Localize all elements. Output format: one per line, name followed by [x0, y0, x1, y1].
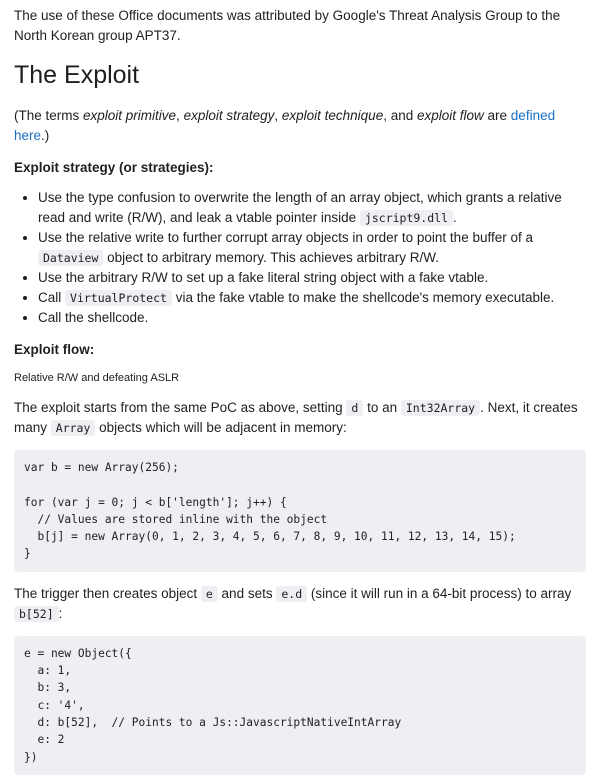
code-line: e = new Object({	[24, 646, 132, 660]
list-item	[38, 288, 586, 308]
inline-code: Dataview	[38, 250, 103, 266]
code-line: }	[24, 547, 31, 561]
list-item-text: Use the relative write to further corrupt array objects in order to point the buffer of a	[38, 230, 533, 245]
list-item	[38, 308, 586, 328]
code-line: d: b[52], // Points to a Js::JavascriptNativeIntArray	[24, 715, 402, 729]
paragraph-text: and sets	[217, 585, 277, 601]
terms-text: (The terms	[14, 108, 84, 123]
paragraph-text: The exploit starts from the same PoC as above, setting	[14, 400, 347, 415]
paragraph-text: The trigger then creates object	[14, 585, 201, 601]
code-line: for (var j = 0; j < b['length']; j++) {	[24, 495, 287, 509]
strategy-list	[14, 188, 586, 328]
code-line: a: 1,	[24, 664, 72, 678]
inline-code: jscript9.dll	[360, 210, 453, 226]
list-item-text: .	[453, 210, 457, 225]
list-item-text: via the fake vtable to make the shellcode's memory executable.	[171, 290, 555, 305]
paragraph-trigger	[14, 584, 586, 624]
code-line: // Values are stored inline with the object	[24, 512, 328, 526]
inline-code: Int32Array	[401, 400, 480, 416]
terms-sep: , and	[383, 108, 417, 123]
code-line: })	[24, 750, 38, 764]
list-item	[38, 268, 586, 288]
code-block-array	[14, 450, 586, 572]
paragraph-text: to an	[363, 400, 401, 415]
term-exploit-flow: exploit flow	[416, 108, 484, 123]
inline-code: b[52]	[14, 606, 59, 622]
term-exploit-strategy: exploit strategy	[183, 108, 275, 123]
code-line: c: '4',	[24, 698, 85, 712]
list-item	[38, 228, 586, 268]
defined-here-link[interactable]: defined here	[14, 108, 556, 143]
inline-code: e	[201, 586, 218, 602]
flow-subtitle: Relative R/W and defeating ASLR	[14, 372, 180, 384]
term-exploit-technique: exploit technique	[281, 108, 384, 123]
list-item-text: object to arbitrary memory. This achieves arbitrary R/W.	[103, 250, 439, 265]
inline-code: VirtualProtect	[65, 290, 172, 306]
paragraph-text: objects which will be adjacent in memory:	[95, 420, 347, 435]
code-line: b: 3,	[24, 681, 72, 695]
list-item-text: Call	[38, 290, 66, 305]
term-exploit-primitive: exploit primitive	[83, 108, 177, 123]
inline-code: e.d	[276, 586, 307, 602]
paragraph-poc	[14, 398, 586, 438]
terms-end: .)	[41, 128, 50, 143]
code-block-object	[14, 636, 586, 775]
inline-code: d	[346, 400, 363, 416]
paragraph-text: . Next, it creates many	[14, 400, 578, 435]
intro-paragraph: The use of these Office documents was attributed by Google's Threat Analysis Group to the North Korean group APT37.	[14, 8, 561, 43]
list-item-text: Call the shellcode.	[38, 310, 149, 325]
flow-title: Exploit flow:	[14, 342, 95, 357]
code-line: e: 2	[24, 733, 65, 747]
list-item-text: Use the arbitrary R/W to set up a fake literal string object with a fake vtable.	[38, 270, 489, 285]
code-line: var b = new Array(256);	[24, 461, 179, 474]
terms-sep: are	[483, 108, 511, 123]
paragraph-text: :	[58, 605, 63, 621]
terms-sep: ,	[274, 108, 282, 123]
section-heading: The Exploit	[14, 61, 140, 89]
paragraph-text: (since it will run in a 64-bit process) to array	[307, 585, 572, 601]
code-line: b[j] = new Array(0, 1, 2, 3, 4, 5, 6, 7, 8, 9, 10, 11, 12, 13, 14, 15);	[24, 530, 516, 544]
inline-code: Array	[51, 420, 96, 436]
list-item-text: Use the type confusion to overwrite the length of an array object, which grants a relative read and write (R/W), and leak a vtable pointer inside	[38, 190, 562, 225]
terms-sep: ,	[176, 108, 184, 123]
strategy-title: Exploit strategy (or strategies):	[14, 160, 214, 175]
terms-paragraph	[14, 106, 586, 146]
code-line	[24, 476, 576, 493]
list-item	[38, 188, 586, 228]
